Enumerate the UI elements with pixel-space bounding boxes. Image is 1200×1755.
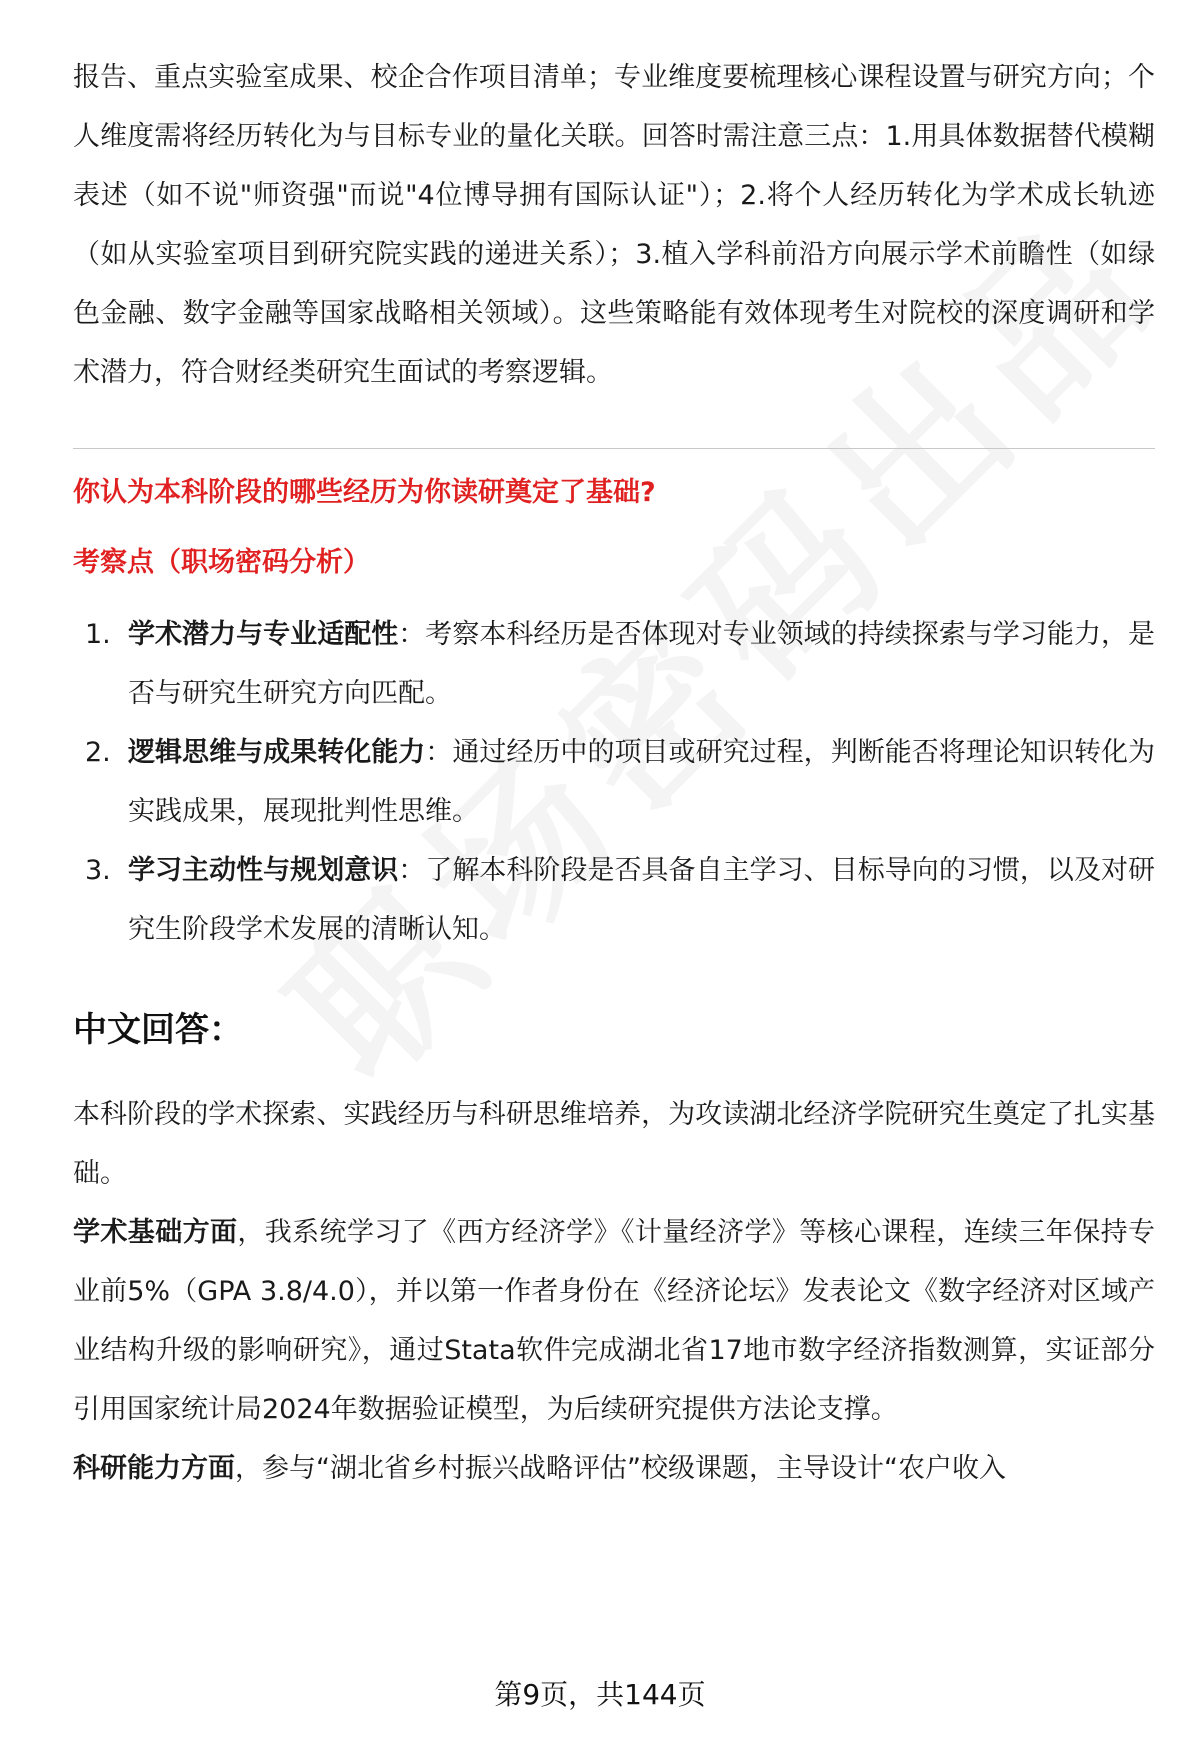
answer-research-text: ，参与“湖北省乡村振兴战略评估”校级课题，主导设计“农户收入 xyxy=(235,1453,1006,1484)
exam-point-number: 3. xyxy=(85,855,111,886)
exam-point-item xyxy=(73,605,1155,723)
answer-intro: 本科阶段的学术探索、实践经历与科研思维培养，为攻读湖北经济学院研究生奠定了扎实基础。 xyxy=(73,1099,1155,1189)
answer-academic-text: ，我系统学习了《西方经济学》《计量经济学》等核心课程，连续三年保持专业前5%（GPA 3.8/4.0），并以第一作者身份在《经济论坛》发表论文《数字经济对区域产业结构升级的影响研究》，通过Stata软件完成湖北省17地市数字经济指数测算，实证部分引用国家统计局2024年数据验证模型，为后续研究提供方法论支撑。 xyxy=(73,1217,1156,1425)
question-title: 你认为本科阶段的哪些经历为你读研奠定了基础? xyxy=(73,477,656,508)
answer-academic-paragraph xyxy=(73,1203,1155,1439)
answer-research-title: 科研能力方面 xyxy=(73,1453,235,1484)
answer-heading: 中文回答： xyxy=(73,1010,243,1050)
exam-point-item xyxy=(73,723,1155,841)
exam-point-title: 学术潜力与专业适配性 xyxy=(128,619,399,650)
exam-point-text: ：通过经历中的项目或研究过程，判断能否将理论知识转化为实践成果，展现批判性思维。 xyxy=(128,737,1155,827)
exam-points-title: 考察点（职场密码分析） xyxy=(73,547,370,578)
section-divider xyxy=(73,448,1155,449)
exam-point-title: 学习主动性与规划意识 xyxy=(128,855,399,886)
exam-point-item xyxy=(73,841,1155,959)
exam-point-title: 逻辑思维与成果转化能力 xyxy=(128,737,426,768)
exam-point-number: 2. xyxy=(85,737,111,768)
answer-body xyxy=(73,1085,1155,1498)
exam-point-text: ：考察本科经历是否体现对专业领域的持续探索与学习能力，是否与研究生研究方向匹配。 xyxy=(128,619,1156,709)
intro-paragraph: 报告、重点实验室成果、校企合作项目清单；专业维度要梳理核心课程设置与研究方向；个人维度需将经历转化为与目标专业的量化关联。回答时需注意三点：1.用具体数据替代模糊表述（如不说"师资强"而说"4位博导拥有国际认证"）；2.将个人经历转化为学术成长轨迹（如从实验室项目到研究院实践的递进关系）；3.植入学科前沿方向展示学术前瞻性（如绿色金融、数字金融等国家战略相关领域）。这些策略能有效体现考生对院校的深度调研和学术潜力，符合财经类研究生面试的考察逻辑。 xyxy=(73,62,1155,388)
answer-research-paragraph xyxy=(73,1439,1155,1498)
exam-point-number: 1. xyxy=(85,619,111,650)
exam-points-list xyxy=(73,605,1155,959)
page-footer: 第9页，共144页 xyxy=(494,1678,706,1711)
exam-point-text: ：了解本科阶段是否具备自主学习、目标导向的习惯，以及对研究生阶段学术发展的清晰认知。 xyxy=(128,855,1156,945)
document-page xyxy=(73,48,1155,1498)
answer-academic-title: 学术基础方面 xyxy=(73,1217,238,1248)
